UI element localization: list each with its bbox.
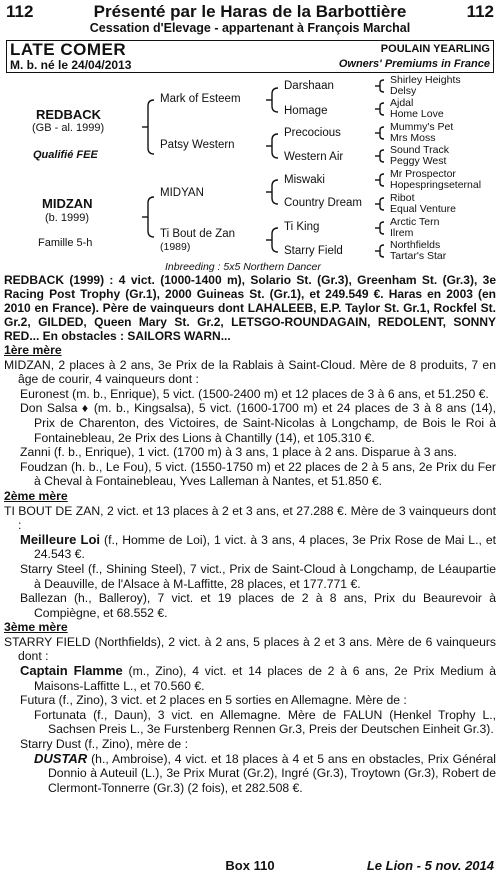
pedigree-g3: Precocious xyxy=(284,127,341,139)
pedigree-chart xyxy=(0,72,500,272)
pedigree-g2-year: (1989) xyxy=(160,241,191,253)
pedigree-g4: Home Love xyxy=(390,108,444,120)
black-type-name: Captain Flamme xyxy=(20,663,123,679)
pedigree-g3: Western Air xyxy=(284,151,344,163)
owners-premium: Owners' Premiums in France xyxy=(338,58,490,70)
pedigree-g2: Mark of Esteem xyxy=(160,93,241,105)
horse-name: LATE COMER xyxy=(10,40,127,59)
sire-note: (GB - al. 1999) xyxy=(32,122,105,134)
lot-number-right: 112 xyxy=(466,2,494,21)
pedigree-g4: Arctic Tern xyxy=(390,216,440,228)
box-number: Box 110 xyxy=(225,858,275,873)
pedigree-g4: Sound Track xyxy=(390,144,449,156)
black-type-name: DUSTAR xyxy=(34,750,88,766)
black-type-name: Meilleure Loi xyxy=(20,531,101,547)
page-footer xyxy=(0,858,500,876)
produce-entry xyxy=(4,664,496,693)
dam-family: Famille 5-h xyxy=(38,237,93,249)
pedigree-g4: Tartar's Star xyxy=(390,250,447,262)
horse-type: POULAIN YEARLING xyxy=(380,43,490,55)
produce-entry: Foudzan (h. b., Le Fou), 5 vict. (1550-1750 m) et 22 places de 2 à 5 ans, 2e Prix du Fer à Cheval à Fontainebleau, Yves Lalleman à Nantes, et 51.850 €. xyxy=(20,459,496,489)
inbreeding-note: Inbreeding : 5x5 Northern Dancer xyxy=(165,261,321,273)
produce-entry: Ballezan (h., Balleroy), 7 vict. et 19 places de 2 à 8 ans, Prix du Beaurevoir à Compiègne, et 68.552 €. xyxy=(20,591,496,620)
pedigree-g3: Starry Field xyxy=(284,245,343,257)
produce-entry: Zanni (f. b., Enrique), 1 vict. (1700 m) à 3 ans, 1 place à 2 ans. Disparue à 3 ans. xyxy=(20,445,457,460)
produce-entry: Fortunata (f., Daun), 3 vict. en Allemagne. Mère de FALUN (Henkel Trophy L., Sachsen Preis L., 3e Furstenberg Rennen Gr.3, Preis der Deutschen Einheit Gr.3). xyxy=(34,707,496,737)
pedigree-g4: Delsy xyxy=(390,85,417,97)
section-second-dam: 2ème mère xyxy=(4,488,68,503)
produce-details: (m., Zino), 4 vict. et 14 places de 2 à 6 ans, 2e Prix Medium à Maisons-Laffitte L., et 70.560 €. xyxy=(34,664,496,693)
produce-details: (h., Ambroise), 4 vict. et 18 places à 4 et 5 ans en obstacles, Prix Général Donnio à Auteuil (L.), 3e Prix Murat (Gr.2), Ingré (Gr.3), Troytown (Gr.3), Robert de Clermont-Tonnerre (Gr.3) (2 fois), et 282.508 €. xyxy=(48,751,496,795)
produce-details: (f., Homme de Loi), 1 vict. à 3 ans, 4 places, 3e Prix Rose de Mai L., et 24.543 €. xyxy=(34,532,496,562)
sale-info: Le Lion - 5 nov. 2014 xyxy=(366,858,494,873)
produce-entry: Don Salsa ♦ (m. b., Kingsalsa), 5 vict. (1600-1700 m) et 24 places de 3 à 8 ans (14), Prix de Charenton, des Victoires, de Saint-Nicolas à Longchamp, de Bois le Roi à Fontainebleau, 2e Prix des Lions à Chantilly (14), et 105.310 €. xyxy=(20,401,496,445)
lot-number: 112 xyxy=(6,2,34,21)
pedigree-g4: Mrs Moss xyxy=(390,132,436,144)
dam-record: MIDZAN, 2 places à 2 ans, 3e Prix de la Rablais à Saint-Cloud. Mère de 8 produits, 7 en âge de courir, 4 vainqueurs dont : xyxy=(4,357,496,387)
pedigree-g3: Darshaan xyxy=(284,80,334,92)
pedigree-g4: Ajdal xyxy=(390,97,414,109)
pedigree-g4: Ribot xyxy=(390,192,415,204)
dam-record: STARRY FIELD (Northfields), 2 vict. à 2 ans, 5 places à 2 et 3 ans. Mère de 6 vainqueurs dont : xyxy=(4,634,496,664)
dam-record: TI BOUT DE ZAN, 2 vict. et 13 places à 2 et 3 ans, et 27.288 €. Mère de 3 vainqueurs dont : xyxy=(4,503,496,533)
produce-entry: Starry Steel (f., Shining Steel), 7 vict., Prix de Saint-Cloud à Longchamp, de Léaupartie à Deauville, de l'Alsace à M-Laffitte, 28 places, et 177.771 €. xyxy=(20,561,496,591)
pedigree-g3: Homage xyxy=(284,105,328,117)
horse-birth: M. b. né le 24/04/2013 xyxy=(10,58,132,72)
pedigree-g4: Northfields xyxy=(390,239,441,251)
pedigree-g4: Mr Prospector xyxy=(390,168,456,180)
catalogue-text xyxy=(4,273,496,795)
produce-entry: Euronest (m. b., Enrique), 5 vict. (1500-2400 m) et 12 places de 3 à 6 ans, et 51.250 €. xyxy=(20,386,489,401)
pedigree-g4: Mummy's Pet xyxy=(390,121,454,133)
pedigree-g3: Miswaki xyxy=(284,174,325,186)
pedigree-g4: Shirley Heights xyxy=(390,74,461,86)
horse-box xyxy=(6,40,494,73)
pedigree-g2: Ti Bout de Zan xyxy=(160,228,236,240)
pedigree-g2: Patsy Western xyxy=(160,139,235,151)
produce-entry: Starry Dust (f., Zino), mère de : xyxy=(20,737,188,752)
produce-entry xyxy=(4,533,496,562)
pedigree-g4: Peggy West xyxy=(390,155,447,167)
section-first-dam: 1ère mère xyxy=(4,343,62,357)
pedigree-g3: Country Dream xyxy=(284,197,362,209)
pedigree-g3: Ti King xyxy=(284,221,320,233)
section-third-dam: 3ème mère xyxy=(4,620,68,635)
consignor-title: Présenté par le Haras de la Barbottière xyxy=(93,2,407,21)
pedigree-g4: Ilrem xyxy=(390,227,414,239)
pedigree-g4: Hopespringseternal xyxy=(390,179,482,191)
sire-name: REDBACK xyxy=(36,107,101,122)
pedigree-g4: Equal Venture xyxy=(390,203,456,215)
sire-qualification: Qualifié FEE xyxy=(33,149,98,161)
pedigree-g2: MIDYAN xyxy=(160,187,204,199)
dam-note: (b. 1999) xyxy=(45,212,90,224)
produce-entry xyxy=(4,752,496,796)
produce-entry: Futura (f., Zino), 3 vict. et 2 places en 5 sorties en Allemagne. Mère de : xyxy=(20,693,407,708)
dam-name: MIDZAN xyxy=(42,196,93,211)
consignor-subtitle: Cessation d'Elevage - appartenant à François Marchal xyxy=(89,21,411,35)
page-header xyxy=(6,2,494,22)
sire-summary: REDBACK (1999) : 4 vict. (1000-1400 m), Solario St. (Gr.3), Greenham St. (Gr.3), 3e Racing Post Trophy (Gr.1), 2000 Guineas St. (Gr.1), et 249.549 €. Haras en 2003 (en 2010 en France). Père de vainqueurs dont LAHALEEB, E.P. Taylor St. Gr.1, Rockfel St. Gr.2, GILDED, Queen Mary St. Gr.2, LETSGO-ROUNDAGAIN, REDOLENT, SONNY RED... En obstacles : SAILORS WARN... xyxy=(4,273,496,343)
